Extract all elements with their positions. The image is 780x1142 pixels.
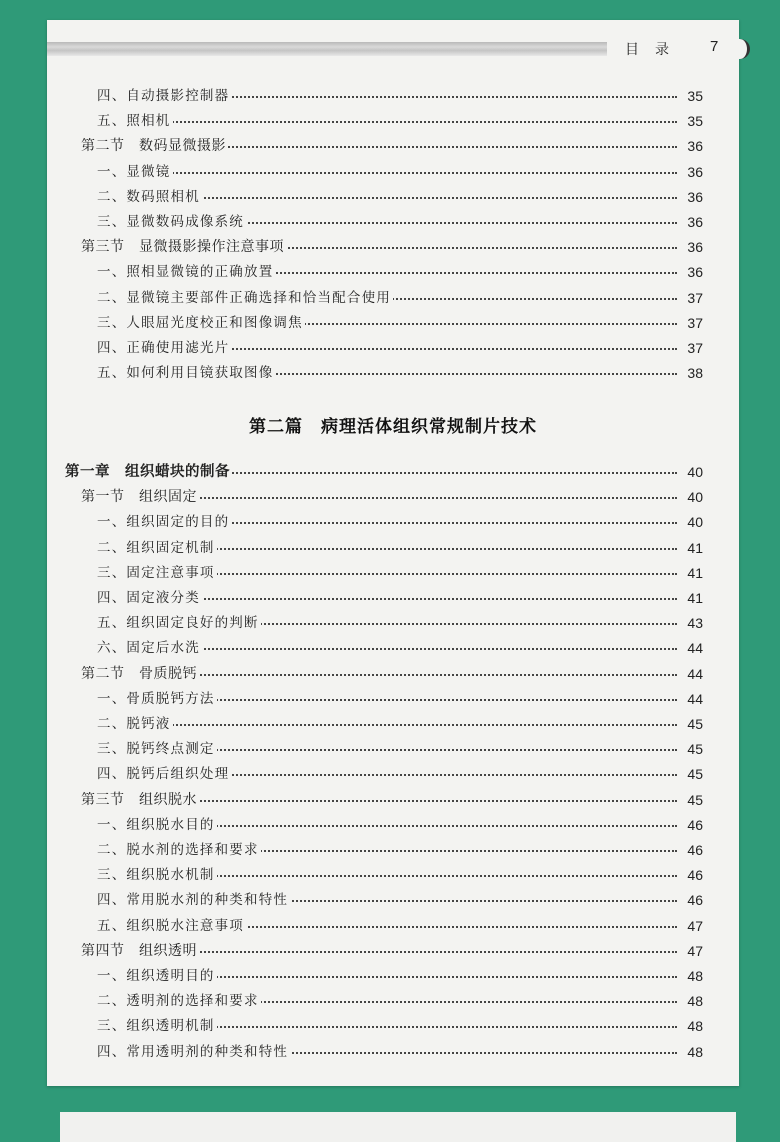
toc-entry (47, 587, 739, 609)
toc-entry (47, 1041, 739, 1063)
toc-entry-page: 45 (687, 716, 703, 732)
toc-entry-page: 47 (687, 917, 703, 934)
toc-entry (47, 814, 739, 836)
toc-entry-page: 41 (687, 590, 703, 606)
toc-entry-label: 第二节 骨质脱钙 (81, 663, 199, 685)
toc-entry-label: 三、固定注意事项 (97, 562, 217, 584)
toc-entry-label: 三、组织透明机制 (97, 1015, 217, 1037)
toc-entry-label: 四、常用脱水剂的种类和特性 (97, 889, 290, 911)
toc-entry-page: 37 (687, 340, 703, 356)
toc-entry-label: 六、固定后水洗 (97, 637, 202, 659)
toc-entry (47, 789, 739, 811)
toc-entry (47, 161, 739, 183)
toc-entry-label: 四、正确使用滤光片 (97, 337, 231, 359)
toc-entry-label: 五、组织固定良好的判断 (97, 612, 261, 634)
toc-entry-page: 36 (687, 188, 703, 205)
toc-entry-label: 三、组织脱水机制 (97, 864, 217, 886)
toc-entry (47, 1015, 739, 1037)
toc-entry-page: 46 (687, 816, 703, 833)
toc-entry-label: 第一节 组织固定 (81, 486, 199, 508)
toc-entry-page: 36 (687, 163, 703, 180)
toc-entry-page: 35 (687, 113, 703, 130)
toc-entry-label: 三、脱钙终点测定 (97, 738, 217, 760)
toc-entry-label: 二、数码照相机 (97, 186, 202, 208)
toc-entry (47, 312, 739, 334)
toc-entry-label: 二、显微镜主要部件正确选择和恰当配合使用 (97, 287, 393, 309)
toc-entry-page: 38 (687, 365, 703, 382)
toc-entry-page: 45 (687, 791, 703, 808)
toc-leader-dots (97, 172, 677, 174)
toc-entry (47, 511, 739, 533)
toc-entry-label: 四、自动摄影控制器 (97, 85, 231, 107)
toc-entry (47, 287, 739, 309)
toc-entry-label: 第一章 组织蜡块的制备 (65, 461, 232, 483)
toc-entry (47, 461, 739, 483)
toc-entry (47, 965, 739, 987)
toc-entry-page: 40 (687, 489, 703, 506)
toc-entry-page: 48 (687, 1018, 703, 1035)
toc-entry (47, 915, 739, 937)
toc-entry-label: 二、脱钙液 (97, 713, 173, 735)
toc-entry (47, 337, 739, 359)
toc-entry-label: 二、脱水剂的选择和要求 (97, 839, 261, 861)
toc-entry-page: 45 (687, 741, 703, 758)
toc-entry (47, 85, 739, 107)
toc-entry-page: 36 (687, 264, 703, 281)
toc-entry-label: 五、组织脱水注意事项 (97, 915, 246, 937)
toc-entry (47, 713, 739, 735)
toc-entry-page: 47 (687, 942, 703, 959)
toc-entry-page: 46 (687, 842, 703, 858)
toc-entry-page: 48 (687, 1043, 703, 1060)
toc-leader-dots (97, 724, 677, 726)
toc-entry (47, 889, 739, 911)
toc-entry-page: 44 (687, 665, 703, 682)
book-page (47, 20, 739, 1086)
toc-entry (47, 663, 739, 685)
toc-entry-page: 35 (687, 88, 703, 104)
toc-entry (47, 135, 739, 157)
toc-entry (47, 236, 739, 258)
toc-entry-label: 二、组织固定机制 (97, 537, 217, 559)
toc-entry-label: 一、骨质脱钙方法 (97, 688, 217, 710)
toc-entry (47, 637, 739, 659)
toc-entry-label: 二、透明剂的选择和要求 (97, 990, 261, 1012)
next-page-edge (60, 1112, 736, 1142)
toc-entry-label: 一、组织固定的目的 (97, 511, 231, 533)
toc-entry-page: 46 (687, 892, 703, 909)
toc-entry-page: 41 (687, 539, 703, 556)
toc-entry-label: 四、固定液分类 (97, 587, 202, 609)
toc-entry-page: 45 (687, 766, 703, 783)
toc-entry (47, 362, 739, 384)
toc-entry-page: 44 (687, 690, 703, 707)
page-header-title: 目录 (625, 42, 685, 58)
part-title: 第二篇 病理活体组织常规制片技术 (249, 417, 537, 437)
toc-entry (47, 738, 739, 760)
toc-entry (47, 486, 739, 508)
toc-entry-label: 五、照相机 (97, 110, 173, 132)
toc-entry-page: 36 (687, 138, 703, 155)
toc-entry (47, 211, 739, 233)
toc-entry (47, 562, 739, 584)
toc-entry (47, 261, 739, 283)
toc-entry-page: 44 (687, 640, 703, 657)
toc-entry (47, 990, 739, 1012)
toc-entry-label: 三、人眼屈光度校正和图像调焦 (97, 312, 305, 334)
toc-entry-label: 一、显微镜 (97, 161, 173, 183)
toc-entry-label: 第三节 组织脱水 (81, 789, 199, 811)
toc-entry-page: 36 (687, 214, 703, 230)
toc-entry-label: 三、显微数码成像系统 (97, 211, 246, 233)
toc-entry-page: 40 (687, 514, 703, 531)
toc-entry-page: 37 (687, 314, 703, 331)
toc-entry (47, 537, 739, 559)
toc-entry (47, 612, 739, 634)
toc-entry-label: 四、常用透明剂的种类和特性 (97, 1041, 290, 1063)
toc-entry-page: 36 (687, 239, 703, 256)
toc-entry-page: 41 (687, 564, 703, 581)
toc-entry (47, 688, 739, 710)
toc-entry (47, 839, 739, 861)
toc-entry-page: 40 (687, 464, 703, 480)
toc-entry (47, 110, 739, 132)
toc-entry-label: 四、脱钙后组织处理 (97, 763, 231, 785)
toc-entry-label: 一、照相显微镜的正确放置 (97, 261, 275, 283)
toc-leader-dots (97, 121, 677, 123)
toc-entry-page: 43 (687, 615, 703, 632)
toc-entry (47, 864, 739, 886)
toc-entry (47, 763, 739, 785)
toc-entry-label: 一、组织透明目的 (97, 965, 217, 987)
toc-entry-page: 48 (687, 993, 703, 1010)
toc-entry (47, 186, 739, 208)
toc-entry-page: 46 (687, 867, 703, 884)
toc-entry-page: 37 (687, 289, 703, 306)
toc-entry-label: 五、如何利用目镜获取图像 (97, 362, 275, 384)
toc-entry-label: 第三节 显微摄影操作注意事项 (81, 236, 286, 258)
toc-entry-label: 第二节 数码显微摄影 (81, 135, 228, 157)
toc-entry-label: 第四节 组织透明 (81, 940, 199, 962)
toc-entry-page: 48 (687, 968, 703, 984)
toc-entry-label: 一、组织脱水目的 (97, 814, 217, 836)
toc-entry (47, 940, 739, 962)
page-number: 7 (710, 38, 719, 55)
